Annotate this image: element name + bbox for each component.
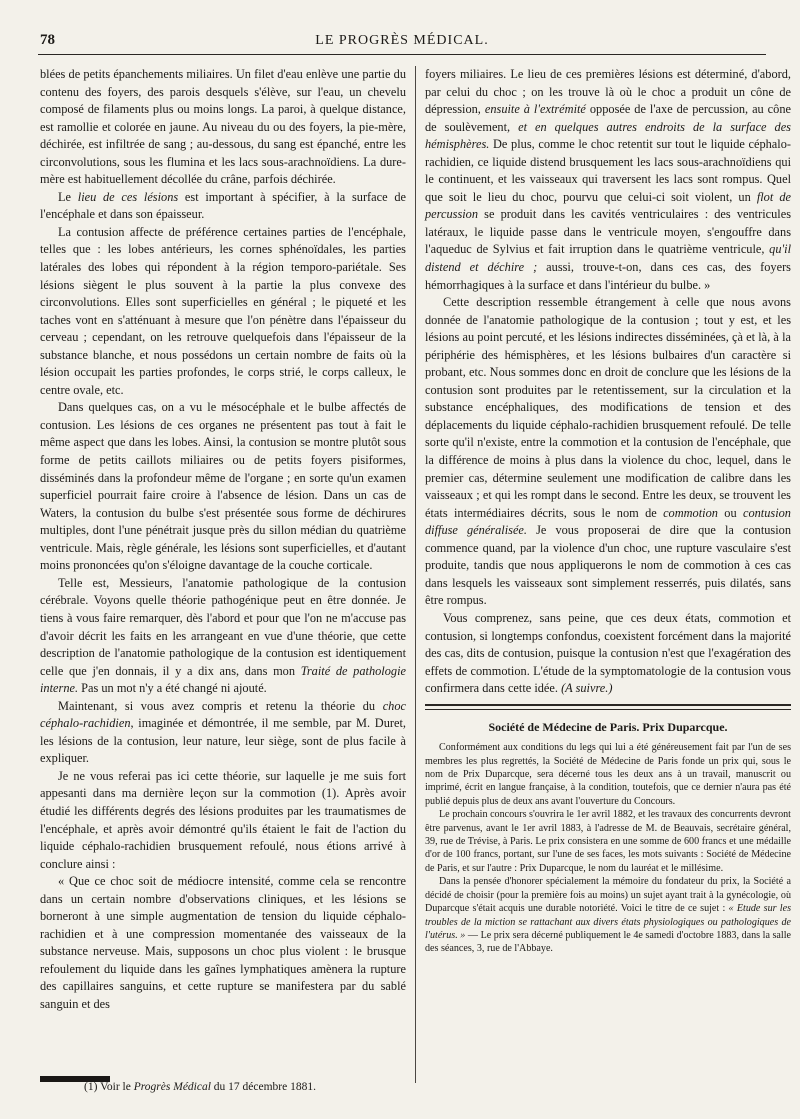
left-column [40,66,406,1014]
paragraph: Vous comprenez, sans peine, que ces deux états, commotion et contusion, si longtemps confondus, coexistent forcément dans la majorité des cas, dits de contusion, puisque la contusion n'est que l'exagération des effets de commotion. L'étude de la symptomatologie de la contusion vous confirmera dans cette idée. (A suivre.) [425,610,791,696]
journal-title: LE PROGRÈS MÉDICAL. [315,33,489,48]
paragraph: blées de petits épanchements miliaires. Un filet d'eau enlève une partie du contenu des foyers, des parois desquels s'élève, sur l'eau, un chevelu composé de filaments plus ou moins longs. La paroi, à quelque distance, est ramollie et colorée en jaune. Au niveau du ou des foyers, la pie-mère, déchirée, est infiltrée de sang ; au-dessous, du sang est épanché, entre les circonvolutions, sous les flumina et les lacs sous-arachnoïdiens. La dure-mère est habituellement décollée du crâne, parfois déchirée. [40,67,406,187]
page-header [38,30,766,55]
column-divider [415,66,416,1083]
paragraph: Dans la pensée d'honorer spécialement la mémoire du fondateur du prix, la Société a décidé de choisir (pour la première fois au moins) un sujet ayant trait à la gynécologie, où Duparcque s'était acquis une durable notoriété. Voici le titre de ce sujet : « Etude sur les troubles de la miction se rattachant aux divers états physiologiques ou pathologiques de l'utérus. » — Le prix sera décerné publiquement le 4e samedi d'octobre 1883, dans la salle des séances, 3, rue de l'Abbaye. [425,876,792,955]
announcement [425,741,791,956]
paragraph: Maintenant, si vous avez compris et retenu la théorie du choc céphalo-rachidien, imaginée et démontrée, il me semble, par M. Duret, les lésions de la contusion, leur nature, leur siège, sont de plus facile à expliquer. [40,698,406,766]
paragraph: Le prochain concours s'ouvrira le 1er avril 1882, et les travaux des concurrents devront être parvenus, avant le 1er avril 1883, à l'adresse de M. de Beauvais, secrétaire général, 39, rue de Trévise, à Paris. Le prix consistera en une somme de 600 francs et une médaille d'or de 100 francs, portant, sur l'une de ses faces, les mots suivants : Société de Médecine de Paris, et sur l'autre : Prix Duparcque, le nom du lauréat et le millésime. [425,809,791,874]
page-number: 78 [40,32,55,48]
paragraph: Conformément aux conditions du legs qui lui a été généreusement fait par l'un de ses membres les plus regrettés, la Société de Médecine de Paris fonde un prix qui, sous le nom de Prix Duparcque, sera décerné tous les deux ans à un travail, manuscrit ou imprimé, écrit en langue française, à la condition, toutefois, que ce dernier n'aura pas été publié depuis plus de deux ans avant l'ouverture du Concours. [425,742,791,807]
paragraph: La contusion affecte de préférence certaines parties de l'encéphale, telles que : les lobes antérieurs, les cornes sphénoïdales, les parties latérales des lobes qui répondent à la région temporo-pariétale. Ses lésions siègent le plus souvent à la partie la plus convexe des circonvolutions. Elles sont superficielles en général ; le piqueté et les taches vont en s'atténuant à mesure que l'on pénètre dans l'épaisseur du cerveau ; cependant, on les retrouve quelquefois dans l'épaisseur de la substance blanche, et nous possédons un certain nombre de faits où la lésion occupait les parties profondes, le corps strié, le corps calleux, le centre ovale, etc. [40,224,406,397]
paragraph: Le lieu de ces lésions est important à spécifier, à la surface de l'encéphale et dans son épaisseur. [40,189,406,222]
paragraph: Cette description ressemble étrangement à celle que nous avons donnée de l'anatomie pathologique de la contusion ; tout y est, et les lésions au point percuté, et les lésions indirectes disséminées, çà et là, à la périphérie des hémisphères, et les lésions bulbaires d'un caractère si probant, etc. Nous sommes donc en droit de conclure que les lésions de la contusion sont produites par le retentissement, sur la circulation et la substance encéphaliques, des modifications de tension et des déplacements du liquide céphalo-rachidien brusquement refoulé. De telle sorte qu'il n'existe, entre la commotion et la contusion de l'encéphale, que la différence de moins à plus dans la violence du choc, lequel, dans le premier cas, détermine seulement une modification de calibre dans les vaisseaux ; et qui les rompt dans le second. Entre les deux, se trouvent les états intermédiaires décrits, sous le nom de commotion ou contusion diffuse généralisée. Je vous proposerai de dire que la contusion commence quand, par la violence d'un choc, une rupture vasculaire s'est produite, tandis que nous appliquerons le nom de commotion à ces cas dans lesquels les vaisseaux sont simplement resserrés, puis dilatés, sans être rompus. [425,295,791,608]
paragraph: foyers miliaires. Le lieu de ces premières lésions est déterminé, d'abord, par celui du choc ; on les trouve là où le choc a produit un cône de dépression, ensuite à l'extrémité opposée de l'axe de percussion, au cône de soulèvement, et en quelques autres endroits de la surface des hémisphères. De plus, comme le choc retentit sur tout le liquide céphalo-rachidien, ce liquide distend brusquement les lacs sous-arachnoïdiens qui le continuent, et les vaisseaux qui traversent les lacs sont rompus. Quel que soit le lieu du choc, pourvu que celui-ci soit violent, un flot de percussion se produit dans les cavités ventriculaires : des ventricules latéraux, le liquide passe dans le ventricule moyen, s'engouffre dans l'aqueduc de Sylvius et fait irruption dans le quatrième ventricule, qu'il distend et déchire ; aussi, trouve-t-on, dans ces cas, des foyers hémorrhagiques à la surface et dans l'intérieur du bulbe. » [425,67,791,292]
paragraph: Dans quelques cas, on a vu le mésocéphale et le bulbe affectés de contusion. Les lésions de ces organes ne présentent pas tout à fait le même aspect que dans les lobes. Ainsi, la contusion se montre plutôt sous forme de petits caillots miliaires ou de petits foyers pisiformes, disséminés dans la profondeur même de l'organe ; en sorte qu'un examen superficiel pourrait faire croire à l'absence de lésion. Dans un cas de Waters, la contusion du bulbe s'est présentée sous forme de déchirures multiples, dont l'une pénétrait jusque près du sillon médian du quatrième ventricule. Mais, règle générale, les lésions sont superficielles, et d'autant moins prononcées qu'on s'éloigne davantage de la couche corticale. [40,400,406,573]
right-column [425,66,791,956]
paragraph: « Que ce choc soit de médiocre intensité, comme cela se rencontre dans un certain nombre d'observations cliniques, et les lésions se borneront à une simple augmentation de tension du liquide céphalo-rachidien et à une compression momentanée des vaisseaux de la substance nerveuse. Mais, supposons un choc plus violent : le brusque refoulement du liquide dans les gaînes lymphatiques amènera la rupture des capillaires sanguins, et cette rupture se manifestera par du sablé sanguin et des [40,874,406,1011]
section-title: Société de Médecine de Paris. Prix Duparcque. [488,719,728,734]
a-suivre: (A suivre.) [561,681,613,696]
paragraph: Telle est, Messieurs, l'anatomie pathologique de la contusion cérébrale. Voyons quelle théorie pathogénique peut en être donnée. Je tiens à vous faire remarquer, dès l'abord et pour que l'on ne m'accuse pas d'avoir décrit les faits en les arrangeant en vue d'une théorie, que cette description de l'anatomie pathologique de la contusion est identiquement celle que j'en donnais, il y a dix ans, dans mon Traité de pathologie interne. Pas un mot n'y a été changé ni ajouté. [40,575,406,696]
footnote: (1) Voir le Progrès Médical du 17 décembre 1881. [84,1081,316,1093]
paragraph: Je ne vous referai pas ici cette théorie, sur laquelle je me suis fort appesanti dans ma dernière leçon sur la commotion (1). Après avoir étudié les différents degrés des lésions produites par les traumatismes de l'encéphale, et après avoir démontré qu'ils étaient le fait de l'action du liquide céphalo-rachidien brusquement refoulé, nous étions arrivé à conclure ainsi : [40,768,406,871]
section-rule [425,704,791,710]
